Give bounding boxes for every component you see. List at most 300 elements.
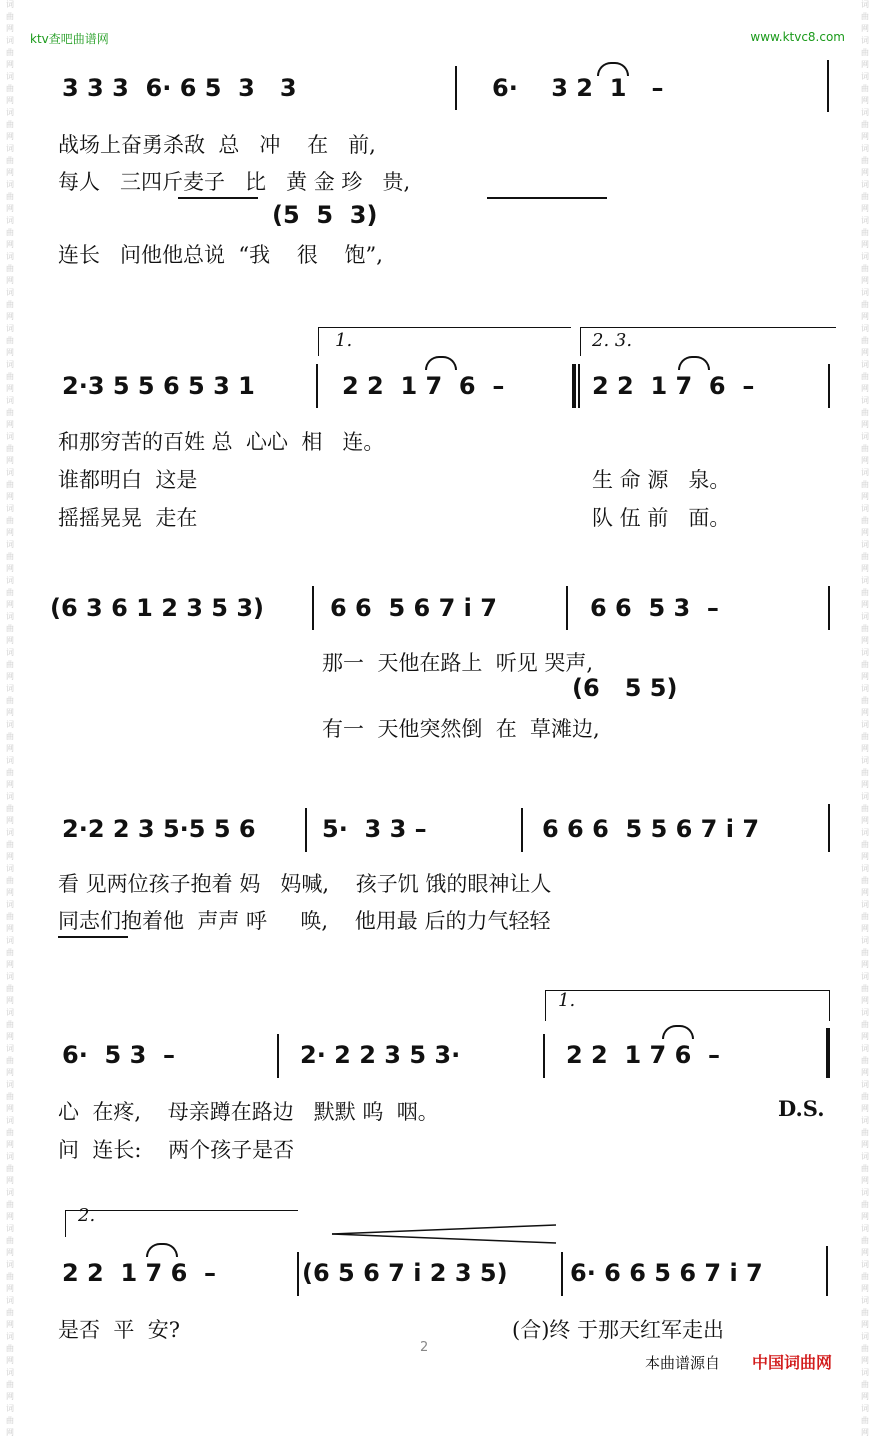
lyric-segment: 连长 问他他总说 “我 很 饱”,	[58, 243, 383, 267]
volta-label: 2.	[78, 1205, 96, 1226]
watermark-char: 曲	[861, 264, 869, 273]
watermark-char: 词	[861, 216, 869, 225]
page-number: 2	[420, 1340, 429, 1355]
watermark-char: 曲	[861, 588, 869, 597]
watermark-char: 网	[861, 96, 869, 105]
watermark-char: 曲	[861, 840, 869, 849]
watermark-char: 词	[861, 360, 869, 369]
lyric-segment: (合)终 于那天红军走出	[512, 1318, 725, 1342]
watermark-char: 曲	[6, 804, 14, 813]
watermark-char: 词	[861, 288, 869, 297]
watermark-char: 曲	[861, 156, 869, 165]
bar-line	[277, 1034, 279, 1078]
watermark-char: 词	[861, 396, 869, 405]
watermark-char: 网	[861, 636, 869, 645]
watermark-char: 曲	[861, 948, 869, 957]
watermark-char: 词	[6, 1044, 14, 1053]
watermark-char: 网	[6, 708, 14, 717]
watermark-char: 曲	[6, 408, 14, 417]
watermark-char: 网	[861, 852, 869, 861]
watermark-char: 词	[861, 1008, 869, 1017]
watermark-char: 曲	[6, 1164, 14, 1173]
tie-mark	[425, 356, 457, 370]
watermark-char: 网	[6, 1140, 14, 1149]
watermark-char: 词	[861, 792, 869, 801]
notation-segment: 2 2 1 7 6 –	[62, 1259, 216, 1287]
watermark-char: 曲	[861, 1200, 869, 1209]
watermark-char: 词	[6, 1368, 14, 1377]
watermark-char: 网	[6, 1356, 14, 1365]
watermark-char: 曲	[6, 912, 14, 921]
watermark-char: 网	[6, 276, 14, 285]
watermark-char: 网	[6, 960, 14, 969]
watermark-char: 网	[6, 1032, 14, 1041]
watermark-char: 网	[861, 24, 869, 33]
watermark-char: 网	[6, 528, 14, 537]
watermark-char: 词	[861, 684, 869, 693]
watermark-char: 网	[6, 1068, 14, 1077]
repeat-end-bar	[572, 364, 576, 408]
watermark-char: 网	[861, 960, 869, 969]
watermark-char: 网	[861, 708, 869, 717]
lyric-segment: 同志们抱着他 声声 呼 唤, 他用最 后的力气轻轻	[58, 909, 551, 933]
watermark-char: 网	[861, 420, 869, 429]
watermark-char: 曲	[861, 1272, 869, 1281]
notation-segment: (6 5 6 7 i 2 3 5)	[302, 1259, 508, 1287]
watermark-char: 网	[6, 204, 14, 213]
watermark-char: 词	[6, 576, 14, 585]
lyric-segment: 战场上奋勇杀敌 总 冲 在 前,	[58, 133, 376, 157]
watermark-char: 词	[861, 1080, 869, 1089]
lyric-segment: 摇摇晃晃 走在	[58, 506, 198, 530]
watermark-char: 词	[861, 108, 869, 117]
watermark-char: 词	[6, 1260, 14, 1269]
watermark-char: 曲	[861, 480, 869, 489]
watermark-char: 网	[861, 1140, 869, 1149]
notation-segment: 2·3 5 5 6 5 3 1	[62, 372, 255, 400]
lyric-underline	[178, 197, 258, 199]
watermark-char: 词	[861, 1224, 869, 1233]
watermark-char: 曲	[861, 516, 869, 525]
bar-line	[543, 1034, 545, 1078]
watermark-char: 曲	[861, 984, 869, 993]
watermark-char: 词	[6, 1116, 14, 1125]
watermark-char: 曲	[861, 192, 869, 201]
crescendo-hairpin	[330, 1222, 560, 1246]
watermark-char: 曲	[6, 192, 14, 201]
bar-line	[828, 804, 830, 852]
notation-segment: 6 6 6 5 5 6 7 i 7	[542, 815, 760, 843]
watermark-char: 网	[861, 1248, 869, 1257]
watermark-char: 词	[6, 612, 14, 621]
watermark-char: 词	[6, 324, 14, 333]
watermark-char: 曲	[6, 156, 14, 165]
watermark-char: 网	[861, 60, 869, 69]
right-watermark-strip	[855, 0, 875, 1437]
notation-segment: 2· 2 2 3 5 3·	[300, 1041, 461, 1069]
watermark-char: 网	[6, 744, 14, 753]
watermark-char: 词	[6, 1404, 14, 1413]
notation-segment: 6· 6 6 5 6 7 i 7	[570, 1259, 763, 1287]
watermark-char: 网	[6, 924, 14, 933]
watermark-char: 词	[861, 72, 869, 81]
watermark-char: 网	[6, 780, 14, 789]
watermark-char: 词	[861, 540, 869, 549]
watermark-char: 词	[861, 1368, 869, 1377]
watermark-char: 曲	[861, 1308, 869, 1317]
dal-segno-mark: D.S.	[778, 1096, 825, 1121]
watermark-char: 词	[6, 288, 14, 297]
watermark-char: 词	[861, 0, 869, 9]
watermark-char: 网	[6, 1104, 14, 1113]
watermark-char: 曲	[861, 1236, 869, 1245]
tie-mark	[662, 1025, 694, 1039]
watermark-char: 曲	[861, 120, 869, 129]
watermark-char: 词	[861, 1260, 869, 1269]
watermark-char: 网	[6, 816, 14, 825]
watermark-char: 词	[861, 1296, 869, 1305]
watermark-char: 词	[6, 432, 14, 441]
site-name-left[interactable]: ktv查吧曲谱网	[30, 32, 109, 46]
bar-line	[316, 364, 318, 408]
watermark-char: 网	[861, 132, 869, 141]
watermark-char: 曲	[6, 876, 14, 885]
watermark-char: 曲	[6, 444, 14, 453]
lyric-segment: 那一 天他在路上 听见 哭声,	[322, 651, 594, 675]
watermark-char: 网	[861, 276, 869, 285]
watermark-char: 曲	[861, 300, 869, 309]
bar-line	[578, 364, 580, 408]
watermark-char: 曲	[861, 1164, 869, 1173]
watermark-char: 网	[861, 924, 869, 933]
lyric-segment: 问 连长: 两个孩子是否	[58, 1138, 295, 1162]
watermark-char: 词	[6, 144, 14, 153]
watermark-char: 词	[6, 540, 14, 549]
watermark-char: 网	[6, 636, 14, 645]
watermark-char: 网	[861, 888, 869, 897]
watermark-char: 词	[6, 360, 14, 369]
watermark-char: 网	[861, 456, 869, 465]
watermark-char: 曲	[861, 1056, 869, 1065]
watermark-char: 网	[6, 1320, 14, 1329]
watermark-char: 网	[861, 1068, 869, 1077]
watermark-char: 曲	[861, 1092, 869, 1101]
notation-segment: 6· 5 3 –	[62, 1041, 175, 1069]
lyric-segment: 心 在疼, 母亲蹲在路边 默默 呜 咽。	[58, 1100, 439, 1124]
watermark-char: 网	[861, 1212, 869, 1221]
lyric-underline	[58, 936, 128, 938]
lyric-segment: 和那穷苦的百姓 总 心心 相 连。	[58, 430, 385, 454]
watermark-char: 网	[861, 528, 869, 537]
notation-segment: (6 3 6 1 2 3 5 3)	[50, 594, 265, 622]
watermark-char: 曲	[6, 696, 14, 705]
watermark-char: 网	[861, 168, 869, 177]
watermark-char: 词	[6, 900, 14, 909]
watermark-char: 曲	[6, 732, 14, 741]
watermark-char: 曲	[861, 336, 869, 345]
watermark-char: 词	[861, 504, 869, 513]
watermark-char: 曲	[861, 408, 869, 417]
watermark-char: 网	[861, 240, 869, 249]
watermark-char: 词	[6, 720, 14, 729]
watermark-char: 词	[861, 432, 869, 441]
watermark-char: 曲	[6, 1128, 14, 1137]
watermark-char: 网	[6, 384, 14, 393]
watermark-char: 曲	[861, 660, 869, 669]
watermark-char: 词	[861, 1404, 869, 1413]
bar-line	[305, 808, 307, 852]
watermark-char: 网	[6, 1284, 14, 1293]
watermark-char: 曲	[6, 1416, 14, 1425]
watermark-char: 曲	[861, 912, 869, 921]
lyric-segment: 有一 天他突然倒 在 草滩边,	[322, 717, 600, 741]
watermark-char: 网	[6, 420, 14, 429]
watermark-char: 曲	[6, 588, 14, 597]
watermark-char: 网	[6, 564, 14, 573]
watermark-char: 词	[861, 864, 869, 873]
watermark-char: 词	[861, 324, 869, 333]
watermark-char: 词	[6, 1188, 14, 1197]
notation-segment: 2 2 1 7 6 –	[566, 1041, 720, 1069]
watermark-char: 词	[6, 864, 14, 873]
watermark-char: 网	[861, 600, 869, 609]
notation-segment: 2 2 1 7 6 –	[342, 372, 505, 400]
bar-line	[521, 808, 523, 852]
volta-label: 1.	[335, 330, 353, 351]
watermark-char: 曲	[6, 552, 14, 561]
watermark-char: 曲	[6, 1020, 14, 1029]
watermark-char: 网	[6, 888, 14, 897]
watermark-char: 曲	[6, 264, 14, 273]
watermark-char: 曲	[6, 984, 14, 993]
watermark-char: 网	[861, 204, 869, 213]
watermark-char: 词	[861, 972, 869, 981]
notation-segment: 6 6 5 3 –	[590, 594, 719, 622]
watermark-char: 词	[861, 612, 869, 621]
watermark-char: 曲	[861, 768, 869, 777]
left-watermark-strip	[0, 0, 20, 1437]
watermark-char: 词	[6, 792, 14, 801]
watermark-char: 曲	[861, 1020, 869, 1029]
watermark-char: 曲	[861, 732, 869, 741]
watermark-char: 网	[6, 492, 14, 501]
bar-line	[455, 66, 457, 110]
source-site[interactable]: 中国词曲网	[752, 1353, 833, 1372]
lyric-segment: 是否 平 安?	[58, 1318, 180, 1342]
watermark-char: 网	[861, 1284, 869, 1293]
watermark-char: 词	[6, 0, 14, 9]
watermark-char: 网	[861, 996, 869, 1005]
watermark-char: 曲	[861, 372, 869, 381]
lyric-segment: 看 见两位孩子抱着 妈 妈喊, 孩子饥 饿的眼神让人	[58, 872, 552, 896]
watermark-char: 词	[6, 504, 14, 513]
notation-segment: 6· 3 2 1 –	[492, 74, 664, 102]
watermark-char: 词	[6, 1152, 14, 1161]
watermark-char: 曲	[6, 48, 14, 57]
watermark-char: 词	[861, 576, 869, 585]
watermark-char: 词	[861, 1188, 869, 1197]
watermark-char: 曲	[861, 876, 869, 885]
watermark-char: 词	[6, 108, 14, 117]
watermark-char: 网	[861, 1356, 869, 1365]
watermark-char: 词	[6, 972, 14, 981]
watermark-char: 网	[861, 1320, 869, 1329]
watermark-char: 网	[6, 132, 14, 141]
watermark-char: 网	[6, 1428, 14, 1437]
watermark-char: 曲	[6, 624, 14, 633]
watermark-char: 网	[6, 852, 14, 861]
watermark-char: 曲	[6, 120, 14, 129]
watermark-char: 曲	[861, 696, 869, 705]
watermark-char: 词	[6, 648, 14, 657]
watermark-char: 曲	[6, 516, 14, 525]
watermark-char: 词	[6, 756, 14, 765]
watermark-char: 曲	[6, 300, 14, 309]
bar-line	[827, 60, 829, 112]
bar-line	[826, 1246, 828, 1296]
tie-mark	[146, 1243, 178, 1257]
watermark-char: 网	[861, 564, 869, 573]
notation-segment: 5· 3 3 –	[322, 815, 427, 843]
site-url-right[interactable]: www.ktvc8.com	[750, 30, 845, 44]
watermark-char: 曲	[861, 48, 869, 57]
watermark-char: 网	[6, 168, 14, 177]
watermark-char: 网	[6, 600, 14, 609]
watermark-char: 网	[861, 1176, 869, 1185]
watermark-char: 网	[6, 996, 14, 1005]
tie-mark	[597, 62, 629, 76]
watermark-char: 曲	[861, 444, 869, 453]
bar-line	[561, 1252, 563, 1296]
watermark-char: 词	[6, 36, 14, 45]
watermark-char: 曲	[6, 1344, 14, 1353]
notation-segment: (6 5 5)	[572, 674, 678, 702]
watermark-char: 曲	[6, 948, 14, 957]
watermark-char: 词	[861, 828, 869, 837]
watermark-char: 网	[6, 348, 14, 357]
notation-segment: 6 6 5 6 7 i 7	[330, 594, 497, 622]
watermark-char: 曲	[861, 1128, 869, 1137]
notation-segment: 2·2 2 3 5·5 5 6	[62, 815, 256, 843]
bar-line	[297, 1252, 299, 1296]
lyric-underline	[487, 197, 607, 199]
watermark-char: 曲	[6, 768, 14, 777]
watermark-char: 曲	[6, 1200, 14, 1209]
notation-segment: 2 2 1 7 6 –	[592, 372, 755, 400]
watermark-char: 网	[6, 1176, 14, 1185]
watermark-char: 曲	[861, 1416, 869, 1425]
watermark-char: 网	[861, 312, 869, 321]
watermark-char: 曲	[6, 372, 14, 381]
watermark-char: 曲	[6, 660, 14, 669]
watermark-char: 网	[6, 1212, 14, 1221]
watermark-char: 曲	[6, 1092, 14, 1101]
watermark-char: 网	[6, 456, 14, 465]
watermark-char: 网	[861, 780, 869, 789]
watermark-char: 曲	[6, 1236, 14, 1245]
watermark-char: 词	[861, 36, 869, 45]
watermark-char: 词	[861, 1332, 869, 1341]
watermark-char: 网	[861, 1104, 869, 1113]
watermark-char: 网	[861, 672, 869, 681]
volta-bracket	[65, 1210, 298, 1237]
lyric-segment: 谁都明白 这是	[58, 468, 198, 492]
watermark-char: 网	[861, 744, 869, 753]
source-label: 本曲谱源自	[645, 1354, 721, 1372]
notation-segment: (5 5 3)	[272, 201, 378, 229]
bar-line	[566, 586, 568, 630]
watermark-char: 网	[6, 24, 14, 33]
watermark-char: 网	[6, 672, 14, 681]
watermark-char: 词	[6, 1080, 14, 1089]
watermark-char: 词	[6, 1332, 14, 1341]
watermark-char: 曲	[861, 624, 869, 633]
watermark-char: 词	[861, 1116, 869, 1125]
watermark-char: 网	[861, 1392, 869, 1401]
watermark-char: 曲	[861, 552, 869, 561]
watermark-char: 网	[861, 816, 869, 825]
watermark-char: 词	[861, 468, 869, 477]
watermark-char: 词	[861, 900, 869, 909]
volta-label: 2. 3.	[592, 330, 633, 351]
lyric-segment: 队 伍 前 面。	[592, 506, 731, 530]
bar-line	[828, 586, 830, 630]
watermark-char: 词	[861, 1152, 869, 1161]
watermark-char: 网	[6, 312, 14, 321]
watermark-char: 词	[6, 396, 14, 405]
watermark-char: 曲	[6, 1056, 14, 1065]
watermark-char: 词	[6, 252, 14, 261]
watermark-char: 曲	[861, 12, 869, 21]
watermark-char: 曲	[6, 228, 14, 237]
bar-line	[312, 586, 314, 630]
watermark-char: 网	[6, 240, 14, 249]
watermark-char: 词	[6, 936, 14, 945]
watermark-char: 曲	[6, 336, 14, 345]
watermark-char: 曲	[861, 804, 869, 813]
watermark-char: 曲	[6, 480, 14, 489]
watermark-char: 曲	[6, 1272, 14, 1281]
final-bar	[826, 1028, 830, 1078]
watermark-char: 词	[6, 828, 14, 837]
watermark-char: 网	[6, 96, 14, 105]
watermark-char: 网	[861, 1032, 869, 1041]
watermark-char: 曲	[861, 84, 869, 93]
watermark-char: 词	[861, 756, 869, 765]
volta-bracket	[545, 990, 830, 1021]
lyric-segment: 每人 三四斤麦子 比 黄 金 珍 贵,	[58, 170, 411, 194]
watermark-char: 曲	[861, 1344, 869, 1353]
watermark-char: 网	[861, 348, 869, 357]
volta-bracket	[318, 327, 571, 356]
watermark-char: 词	[6, 216, 14, 225]
watermark-char: 词	[861, 936, 869, 945]
watermark-char: 曲	[861, 228, 869, 237]
watermark-char: 曲	[6, 840, 14, 849]
watermark-char: 词	[6, 1008, 14, 1017]
watermark-char: 词	[861, 252, 869, 261]
bar-line	[828, 364, 830, 408]
watermark-char: 词	[6, 180, 14, 189]
volta-label: 1.	[558, 990, 576, 1011]
tie-mark	[678, 356, 710, 370]
watermark-char: 词	[861, 648, 869, 657]
watermark-char: 词	[6, 72, 14, 81]
watermark-char: 词	[6, 684, 14, 693]
watermark-char: 网	[6, 1392, 14, 1401]
watermark-char: 曲	[6, 84, 14, 93]
watermark-char: 词	[861, 1044, 869, 1053]
